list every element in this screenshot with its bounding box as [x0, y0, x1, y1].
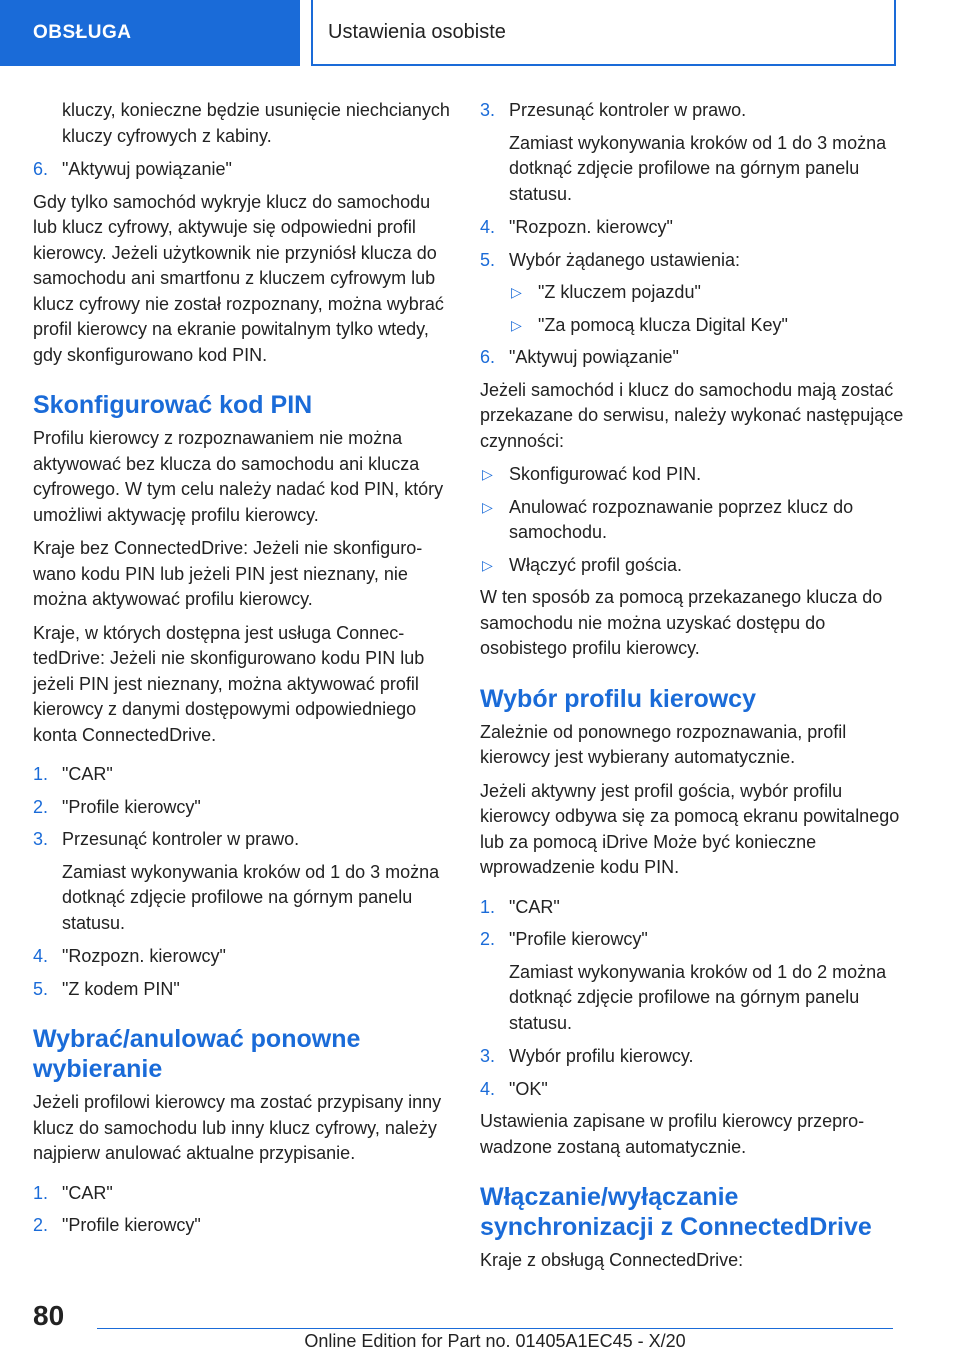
list-item: [33, 944, 453, 970]
right-column: [480, 98, 910, 1282]
paragraph: Kraje z obsługą ConnectedDrive:: [480, 1250, 744, 1270]
list-item: [480, 248, 910, 274]
step-number: 1.: [480, 896, 496, 917]
triangle-right-outline-icon: ▷: [482, 498, 493, 515]
bullet-text: Włączyć profil gościa.: [509, 554, 683, 575]
step-text: "Profile kierowcy": [62, 1215, 201, 1235]
paragraph: Gdy tylko samochód wykryje klucz do samochodu lub klucz cyfrowy, aktywuje się odpowiedni profil kierowcy. Jeżeli użytkownik nie przyniósł klucza do samochodu ani smartfonu z kluczem cyfrowym lub klucz cyfrowy nie został rozpoznany, można wybrać profil kierowcy na ekranie powitalnym tylko wtedy, gdy skonfigurowano kod PIN.: [33, 191, 444, 365]
list-item: [33, 1181, 453, 1207]
paragraph: Kraje bez ConnectedDrive: Jeżeli nie skonfigurowano kodu PIN lub jeżeli PIN jest nieznany, nie można aktywować profilu kierowcy.: [33, 538, 423, 609]
list-item: [480, 895, 910, 921]
section-heading: Wybór profilu kierowcy: [480, 684, 756, 713]
step-number: 5.: [480, 249, 496, 270]
list-item: [480, 98, 910, 124]
step-number: 3.: [480, 1046, 496, 1066]
bullet-item: [480, 495, 910, 546]
paragraph: Jeżeli profilowi kierowcy ma zostać przypisany inny klucz do samochodu lub inny klucz cyfrowy, należy najpierw anulować aktualne przypisanie.: [33, 1092, 442, 1163]
step-number: 5.: [33, 978, 49, 999]
triangle-right-outline-icon: ▷: [511, 316, 522, 333]
step-note: Zamiast wykonywania kroków od 1 do 3 można dotknąć zdjęcie profilowe na górnym panelu statusu.: [62, 861, 440, 933]
step-number: 6.: [480, 347, 496, 367]
step-note: Zamiast wykonywania kroków od 1 do 3 można dotknąć zdjęcie profilowe na górnym panelu statusu.: [509, 132, 887, 204]
step-text: "Z kodem PIN": [62, 978, 180, 999]
step-text: Przesunąć kontroler w prawo.: [62, 829, 300, 849]
step-number: 1.: [33, 1182, 49, 1203]
option-text: "Z kluczem pojazdu": [538, 282, 701, 302]
step-number: 4.: [480, 217, 496, 237]
step-text: "Rozpozn. kierowcy": [509, 217, 673, 237]
list-item: [33, 827, 453, 853]
list-item: [33, 1213, 453, 1239]
list-item: [33, 795, 453, 821]
step-text: "OK": [509, 1078, 548, 1099]
footer-edition: Online Edition for Part no. 01405A1EC45 - X/20: [304, 1331, 686, 1351]
left-column: [33, 98, 453, 1246]
option-item: [509, 313, 910, 339]
triangle-right-outline-icon: ▷: [482, 466, 493, 482]
list-item: [33, 977, 453, 1003]
list-item: [480, 1044, 910, 1070]
list-item: [480, 927, 910, 953]
bullet-item: [480, 553, 910, 579]
option-text: "Za pomocą klucza Digital Key": [538, 314, 788, 335]
list-item: [480, 215, 910, 241]
paragraph: W ten sposób za pomocą przekazanego klucza do samochodu nie można uzyskać dostępu do osobistego profilu kierowcy.: [480, 587, 883, 658]
step-note: Zamiast wykonywania kroków od 1 do 2 można dotknąć zdjęcie profilowe na górnym panelu statusu.: [509, 961, 887, 1033]
step-text: "Profile kierowcy": [62, 796, 201, 817]
section-heading: Wybrać/anulować ponowne wybieranie: [33, 1025, 361, 1083]
step-text: Wybór żądanego ustawienia:: [509, 249, 740, 270]
step-text: Przesunąć kontroler w prawo.: [509, 100, 747, 120]
paragraph: Jeżeli aktywny jest profil gościa, wybór profilu kierowcy odbywa się za pomocą ekranu powitalnego lub za pomocą iDrive Może być konieczne wprowadzenie kodu PIN.: [480, 780, 900, 877]
step-text: Wybór profilu kierowcy.: [509, 1046, 694, 1066]
page-number: 80: [33, 1300, 65, 1331]
step-number: 4.: [33, 946, 49, 966]
bullet-text: Skonfigurować kod PIN.: [509, 464, 702, 484]
step-number: 2.: [33, 796, 49, 817]
page-header-title: Ustawienia osobiste: [311, 0, 896, 66]
option-item: [509, 280, 910, 306]
step-text: "Aktywuj powiązanie": [509, 347, 679, 367]
step-text: "Profile kierowcy": [509, 929, 648, 949]
paragraph: Kraje, w których dostępna jest usługa ConnectedDrive: Jeżeli nie skonfigurowano kodu PIN lub jeżeli PIN jest nieznany, można aktywować profil kierowcy z danymi dostępowymi odpowiedniego konta ConnectedDrive.: [33, 622, 425, 745]
list-item: [480, 1077, 910, 1103]
step-number: 6.: [33, 159, 49, 179]
paragraph: Jeżeli samochód i klucz do samochodu mają zostać przekazane do serwisu, należy wykonać następujące czynności:: [480, 379, 904, 451]
step-number: 4.: [480, 1078, 496, 1099]
triangle-right-outline-icon: ▷: [511, 284, 522, 300]
paragraph: Zależnie od ponownego rozpoznawania, profil kierowcy jest wybierany automatycznie.: [480, 721, 847, 767]
step-number: 3.: [480, 100, 496, 120]
step-number: 2.: [480, 929, 496, 949]
step-text: "CAR": [509, 896, 560, 917]
step-text: "CAR": [62, 764, 113, 784]
list-item: [480, 345, 910, 371]
section-tab: OBSŁUGA: [0, 0, 300, 66]
bullet-item: [480, 462, 910, 488]
triangle-right-outline-icon: ▷: [482, 556, 493, 573]
list-item: [33, 157, 453, 183]
step-text: "Aktywuj powiązanie": [62, 159, 232, 179]
bullet-text: Anulować rozpoznawanie poprzez klucz do samochodu.: [509, 496, 854, 542]
step-text: "Rozpozn. kierowcy": [62, 946, 226, 966]
section-heading: Skonfigurować kod PIN: [33, 391, 313, 419]
paragraph: kluczy, konieczne będzie usunięcie niechcianych kluczy cyfrowych z kabiny.: [62, 100, 450, 146]
step-number: 3.: [33, 829, 49, 849]
list-item: [33, 762, 453, 788]
paragraph: Ustawienia zapisane w profilu kierowcy przeprowadzone zostaną automatycznie.: [480, 1111, 865, 1157]
step-number: 1.: [33, 764, 49, 784]
step-number: 2.: [33, 1215, 49, 1235]
section-heading: Włączanie/wyłączanie synchronizacji z ConnectedDrive: [480, 1183, 872, 1241]
paragraph: Profilu kierowcy z rozpoznawaniem nie można aktywować bez klucza do samochodu ani klucza cyfrowego. W tym celu należy nadać kod PIN, który umożliwi aktywację profilu kierowcy.: [33, 428, 444, 525]
footer-divider: [97, 1328, 893, 1329]
step-text: "CAR": [62, 1182, 113, 1203]
